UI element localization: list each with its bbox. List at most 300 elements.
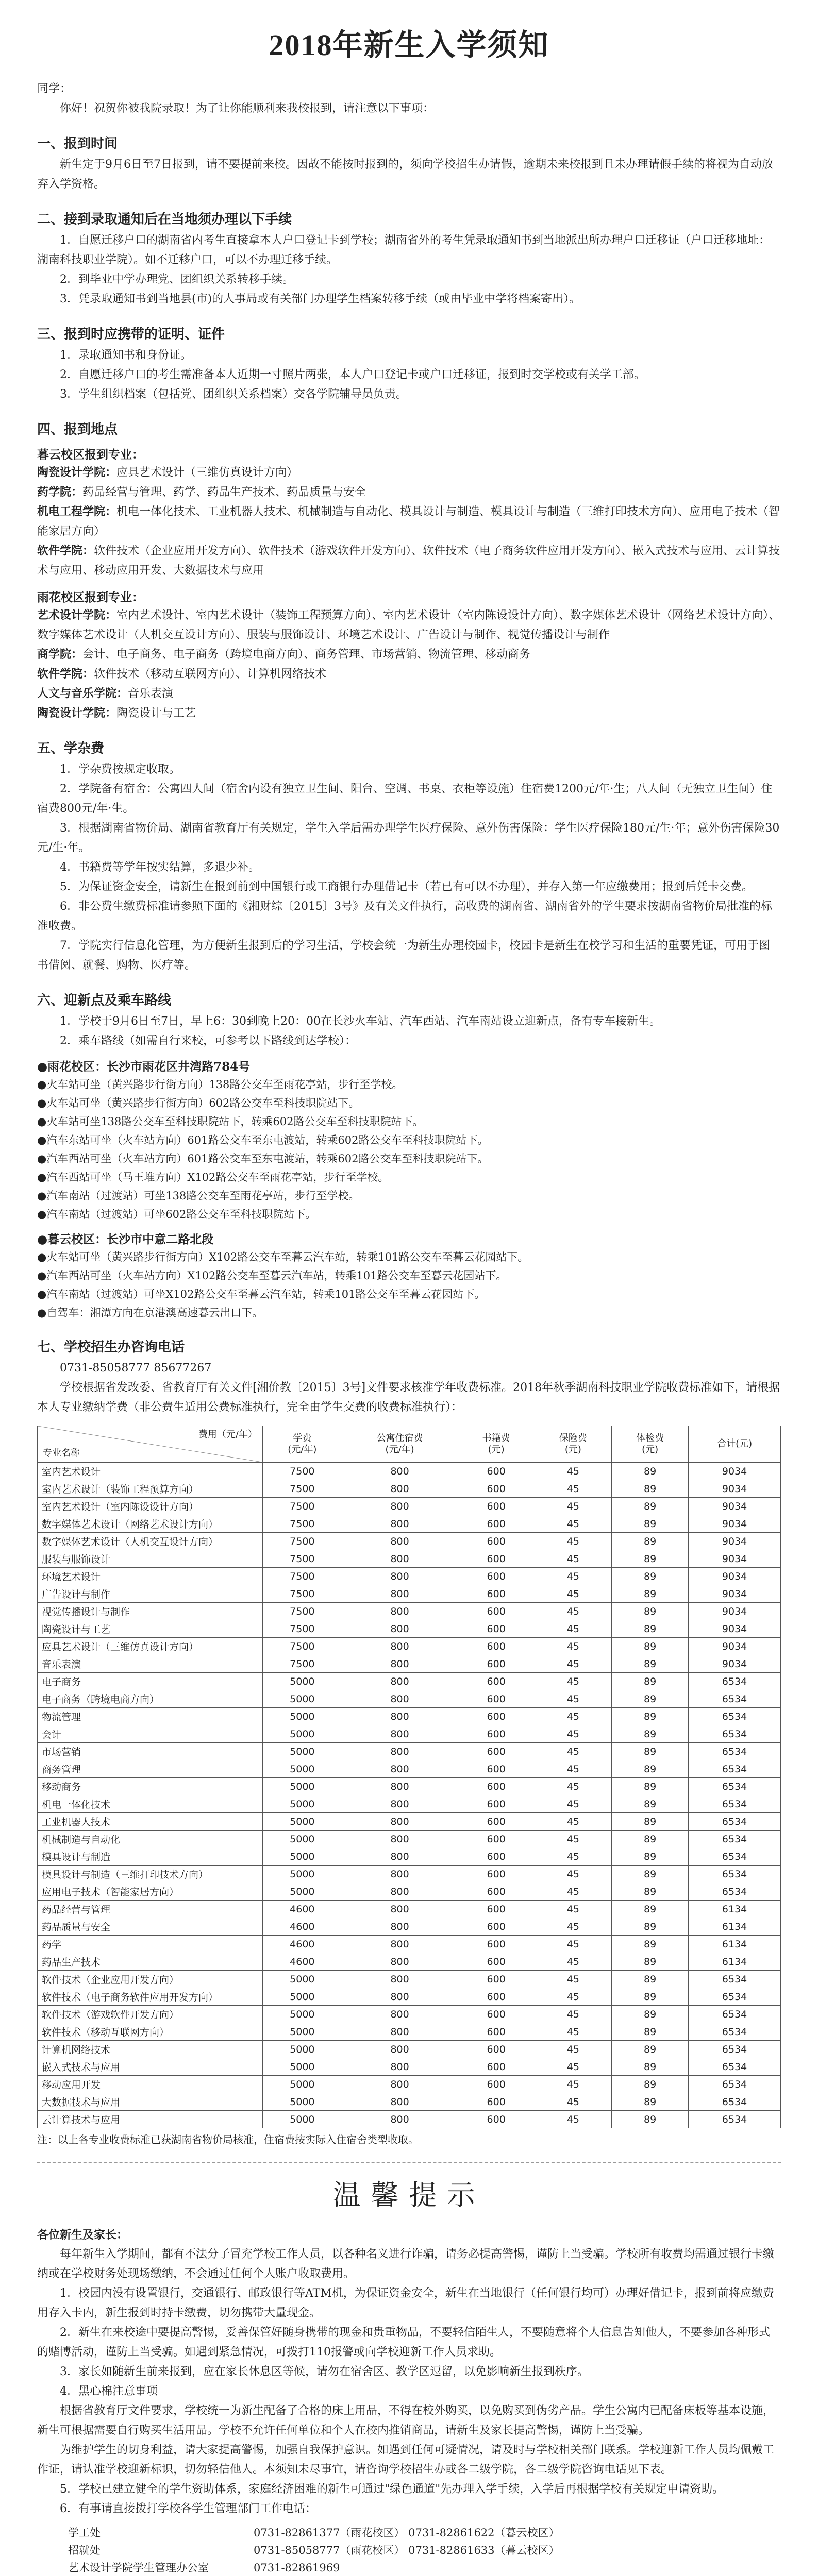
fee-cell: 89 bbox=[611, 1603, 688, 1620]
fee-cell: 45 bbox=[535, 1568, 611, 1585]
tip-paragraph: 为维护学生的切身利益，请大家提高警惕，加强自我保护意识。如遇到任何可疑情况，请及时与学校相关部门联系。学校迎新工作人员均佩戴工作证，请认准学校迎新标识，切勿轻信他人。本须知未尽事宜，请咨询学校招生办或各二级学院，各二级学院咨询电话见下表。 bbox=[37, 2444, 775, 2476]
major-name-cell: 室内艺术设计 bbox=[38, 1463, 263, 1480]
section-2-title: 二、接到录取通知后在当地须办理以下手续 bbox=[37, 212, 292, 227]
fee-cell: 600 bbox=[458, 1953, 535, 1971]
fee-cell: 6534 bbox=[689, 1725, 781, 1743]
major-name-cell: 数字媒体艺术设计（网络艺术设计方向） bbox=[38, 1515, 263, 1533]
fee-cell: 6534 bbox=[689, 1831, 781, 1848]
major-name-cell: 药品经营与管理 bbox=[38, 1901, 263, 1918]
fee-cell: 800 bbox=[342, 1901, 458, 1918]
major-name-cell: 模具设计与制造 bbox=[38, 1848, 263, 1866]
fee-cell: 6534 bbox=[689, 2093, 781, 2111]
fee-cell: 800 bbox=[342, 1585, 458, 1603]
fee-cell: 45 bbox=[535, 1778, 611, 1795]
fee-cell: 4600 bbox=[263, 1936, 342, 1953]
major-name-cell: 软件技术（电子商务软件应用开发方向） bbox=[38, 1988, 263, 2006]
fee-header: 书籍费 (元) bbox=[458, 1426, 535, 1463]
fee-header: 公寓住宿费 (元/年) bbox=[342, 1426, 458, 1463]
fee-cell: 9034 bbox=[689, 1603, 781, 1620]
fee-cell: 7500 bbox=[263, 1585, 342, 1603]
fee-cell: 800 bbox=[342, 1778, 458, 1795]
fee-standard-text: 学校根据省发改委、省教育厅有关文件[湘价教〔2015〕3号]文件要求核准学年收费标准。2018年秋季湖南科技职业学院收费标准如下，请根据本人专业缴纳学费（非公费生适用公费标准执行，完全由学生交费的收费标准执行）： bbox=[37, 1381, 780, 1414]
fee-cell: 600 bbox=[458, 1708, 535, 1725]
fee-header: 合计(元) bbox=[689, 1426, 781, 1463]
contact-phone: 0731-85058777（雨花校区） 0731-82861633（暮云校区） bbox=[254, 2544, 560, 2556]
fee-cell: 600 bbox=[458, 1585, 535, 1603]
fee-cell: 800 bbox=[342, 1743, 458, 1760]
campus-yuhua-heading: 雨花校区报到专业： bbox=[37, 591, 144, 604]
fee-cell: 7500 bbox=[263, 1480, 342, 1498]
major-name-cell: 视觉传播设计与制作 bbox=[38, 1603, 263, 1620]
fee-cell: 45 bbox=[535, 1480, 611, 1498]
fee-cell: 6534 bbox=[689, 1883, 781, 1901]
contact-office: 招就处 bbox=[68, 2544, 101, 2556]
fee-cell: 9034 bbox=[689, 1498, 781, 1515]
fee-cell: 45 bbox=[535, 2006, 611, 2023]
table-row bbox=[38, 1778, 781, 1795]
fee-cell: 5000 bbox=[263, 1795, 342, 1813]
fee-cell: 5000 bbox=[263, 1883, 342, 1901]
fee-cell: 800 bbox=[342, 2076, 458, 2093]
contact-office: 学工处 bbox=[68, 2527, 101, 2539]
fee-cell: 5000 bbox=[263, 2111, 342, 2128]
fee-cell: 5000 bbox=[263, 2023, 342, 2041]
fee-cell: 89 bbox=[611, 1463, 688, 1480]
major-name-cell: 市场营销 bbox=[38, 1743, 263, 1760]
fee-cell: 4600 bbox=[263, 1901, 342, 1918]
fee-cell: 800 bbox=[342, 1708, 458, 1725]
fee-cell: 6534 bbox=[689, 1760, 781, 1778]
fee-cell: 600 bbox=[458, 1813, 535, 1831]
fee-cell: 800 bbox=[342, 1603, 458, 1620]
major-name-cell: 移动商务 bbox=[38, 1778, 263, 1795]
fee-cell: 89 bbox=[611, 1515, 688, 1533]
major-name-cell: 云计算技术与应用 bbox=[38, 2111, 263, 2128]
fee-table bbox=[37, 1426, 781, 2128]
section-3-title: 三、报到时应携带的证明、证件 bbox=[37, 327, 225, 342]
fee-cell: 89 bbox=[611, 1813, 688, 1831]
fee-cell: 6534 bbox=[689, 1690, 781, 1708]
tip-paragraph: 3．家长如随新生前来报到，应在家长休息区等候，请勿在宿舍区、教学区逗留，以免影响新生报到秩序。 bbox=[60, 2365, 589, 2378]
major-name-cell: 应具艺术设计（三维仿真设计方向） bbox=[38, 1638, 263, 1655]
fee-cell: 6534 bbox=[689, 1673, 781, 1690]
fee-cell: 6534 bbox=[689, 1778, 781, 1795]
fee-cell: 800 bbox=[342, 1498, 458, 1515]
fee-cell: 9034 bbox=[689, 1533, 781, 1550]
fee-cell: 600 bbox=[458, 1568, 535, 1585]
fee-cell: 800 bbox=[342, 1831, 458, 1848]
fee-cell: 600 bbox=[458, 2058, 535, 2076]
fee-cell: 7500 bbox=[263, 1515, 342, 1533]
section-2-item: 1．自愿迁移户口的湖南省内考生直接拿本人户口登记卡到学校；湖南省外的考生凭录取通知书到当地派出所办理户口迁移证（户口迁移地址：湖南科技职业学院）。如不迁移户口，可以不办理迁移手续。 bbox=[37, 234, 771, 266]
fee-cell: 600 bbox=[458, 2023, 535, 2041]
fee-cell: 45 bbox=[535, 1813, 611, 1831]
fee-cell: 89 bbox=[611, 1655, 688, 1673]
fee-cell: 45 bbox=[535, 1620, 611, 1638]
table-row bbox=[38, 2076, 781, 2093]
table-row bbox=[38, 1760, 781, 1778]
tip-paragraph: 2．新生在来校途中要提高警惕，妥善保管好随身携带的现金和贵重物品，不要轻信陌生人，不要随意将个人信息告知他人，不要参加各种形式的赌博活动，谨防上当受骗。如遇到紧急情况，可拨打110报警或向学校迎新工作人员求助。 bbox=[37, 2326, 771, 2359]
fee-cell: 7500 bbox=[263, 1498, 342, 1515]
major-name-cell: 室内艺术设计（室内陈设设计方向） bbox=[38, 1498, 263, 1515]
tip-paragraph: 4．黑心棉注意事项 bbox=[60, 2385, 158, 2398]
fee-cell: 800 bbox=[342, 1971, 458, 1988]
fee-cell: 45 bbox=[535, 1918, 611, 1936]
table-note: 注：以上各专业收费标准已获湖南省物价局核准，住宿费按实际入住宿舍类型收取。 bbox=[37, 2133, 419, 2146]
major-name-cell: 药学 bbox=[38, 1936, 263, 1953]
major-name-cell: 电子商务（跨境电商方向） bbox=[38, 1690, 263, 1708]
fee-cell: 89 bbox=[611, 2058, 688, 2076]
table-row bbox=[38, 1620, 781, 1638]
fee-table-corner: 费用（元/年） 专业名称 bbox=[38, 1426, 263, 1463]
fee-cell: 89 bbox=[611, 1725, 688, 1743]
section-3-item: 1．录取通知书和身份证。 bbox=[60, 349, 192, 362]
fee-cell: 6534 bbox=[689, 2023, 781, 2041]
fee-cell: 600 bbox=[458, 1936, 535, 1953]
fee-cell: 45 bbox=[535, 1725, 611, 1743]
fee-cell: 45 bbox=[535, 2058, 611, 2076]
campus-muyun-heading: 暮云校区报到专业： bbox=[37, 448, 144, 462]
fee-cell: 600 bbox=[458, 1725, 535, 1743]
major-name-cell: 药品生产技术 bbox=[38, 1953, 263, 1971]
fee-cell: 800 bbox=[342, 1655, 458, 1673]
major-name-cell: 移动应用开发 bbox=[38, 2076, 263, 2093]
fee-cell: 45 bbox=[535, 1866, 611, 1883]
bus-route: ●汽车南站（过渡站）可坐X102路公交车至暮云汽车站，转乘101路公交车至暮云花园站下。 bbox=[37, 1288, 486, 1300]
fee-cell: 5000 bbox=[263, 2058, 342, 2076]
fee-cell: 600 bbox=[458, 1901, 535, 1918]
major-name-cell: 计算机网络技术 bbox=[38, 2041, 263, 2058]
major-name-cell: 会计 bbox=[38, 1725, 263, 1743]
fee-cell: 800 bbox=[342, 1848, 458, 1866]
fee-cell: 800 bbox=[342, 1568, 458, 1585]
table-row bbox=[38, 1725, 781, 1743]
fee-cell: 45 bbox=[535, 1743, 611, 1760]
table-row bbox=[38, 1655, 781, 1673]
fee-cell: 5000 bbox=[263, 2041, 342, 2058]
fee-cell: 600 bbox=[458, 2076, 535, 2093]
fee-cell: 9034 bbox=[689, 1620, 781, 1638]
major-name-cell: 音乐表演 bbox=[38, 1655, 263, 1673]
fee-cell: 45 bbox=[535, 1463, 611, 1480]
fee-cell: 800 bbox=[342, 1638, 458, 1655]
major-entry: 陶瓷设计学院：应具艺术设计（三维仿真设计方向） bbox=[37, 466, 298, 479]
table-row bbox=[38, 1533, 781, 1550]
major-name-cell: 工业机器人技术 bbox=[38, 1813, 263, 1831]
bus-route: ●火车站可坐138路公交车至科技职院站下，转乘602路公交车至科技职院站下。 bbox=[37, 1115, 424, 1128]
fee-cell: 45 bbox=[535, 2076, 611, 2093]
fee-cell: 600 bbox=[458, 1550, 535, 1568]
major-name-cell: 药品质量与安全 bbox=[38, 1918, 263, 1936]
bus-route: ●汽车南站（过渡站）可坐138路公交车至雨花亭站，步行至学校。 bbox=[37, 1190, 360, 1202]
fee-cell: 9034 bbox=[689, 1515, 781, 1533]
fee-item: 1．学杂费按规定收取。 bbox=[60, 763, 180, 776]
fee-cell: 89 bbox=[611, 1673, 688, 1690]
table-row bbox=[38, 1953, 781, 1971]
fee-cell: 6534 bbox=[689, 1971, 781, 1988]
fee-cell: 600 bbox=[458, 1988, 535, 2006]
welcome-item: 2．乘车路线（如需自行来校，可参考以下路线到达学校）： bbox=[60, 1035, 356, 1047]
tip-paragraph: 6．有事请直接拨打学校各学生管理部门工作电话： bbox=[60, 2502, 316, 2515]
fee-cell: 6534 bbox=[689, 2006, 781, 2023]
page-title: 2018年新生入学须知 bbox=[269, 28, 549, 62]
contact-row bbox=[37, 2559, 781, 2576]
major-name-cell: 软件技术（游戏软件开发方向） bbox=[38, 2006, 263, 2023]
fee-cell: 9034 bbox=[689, 1550, 781, 1568]
fee-cell: 600 bbox=[458, 1498, 535, 1515]
major-entry: 商学院：会计、电子商务、电子商务（跨境电商方向）、商务管理、市场营销、物流管理、移动商务 bbox=[37, 648, 531, 661]
bus-route: ●自驾车：湘潭方向在京港澳高速暮云出口下。 bbox=[37, 1307, 263, 1319]
fee-cell: 89 bbox=[611, 1831, 688, 1848]
fee-cell: 4600 bbox=[263, 1918, 342, 1936]
fee-cell: 800 bbox=[342, 2041, 458, 2058]
fee-cell: 5000 bbox=[263, 2093, 342, 2111]
fee-cell: 89 bbox=[611, 1883, 688, 1901]
fee-cell: 45 bbox=[535, 1795, 611, 1813]
major-name-cell: 嵌入式技术与应用 bbox=[38, 2058, 263, 2076]
fee-cell: 600 bbox=[458, 1831, 535, 1848]
major-name-cell: 室内艺术设计（装饰工程预算方向） bbox=[38, 1480, 263, 1498]
welcome-item: 1．学校于9月6日至7日，早上6：30到晚上20：00在长沙火车站、汽车西站、汽车南站设立迎新点，备有专车接新生。 bbox=[60, 1015, 661, 1028]
fee-cell: 600 bbox=[458, 1638, 535, 1655]
fee-cell: 7500 bbox=[263, 1620, 342, 1638]
fee-cell: 89 bbox=[611, 1690, 688, 1708]
fee-cell: 800 bbox=[342, 1673, 458, 1690]
fee-cell: 800 bbox=[342, 2006, 458, 2023]
intro-text: 你好！祝贺你被我院录取！为了让你能顺利来我校报到，请注意以下事项： bbox=[60, 102, 435, 115]
major-name-cell: 广告设计与制作 bbox=[38, 1585, 263, 1603]
fee-cell: 800 bbox=[342, 2058, 458, 2076]
section-7-title: 七、学校招生办咨询电话 bbox=[37, 1340, 185, 1355]
fee-cell: 800 bbox=[342, 1953, 458, 1971]
fee-cell: 5000 bbox=[263, 1848, 342, 1866]
major-name-cell: 物流管理 bbox=[38, 1708, 263, 1725]
fee-cell: 45 bbox=[535, 1515, 611, 1533]
fee-cell: 6534 bbox=[689, 2041, 781, 2058]
table-row bbox=[38, 1480, 781, 1498]
fee-cell: 6534 bbox=[689, 1743, 781, 1760]
fee-cell: 45 bbox=[535, 1848, 611, 1866]
fee-cell: 45 bbox=[535, 1971, 611, 1988]
fee-cell: 600 bbox=[458, 1603, 535, 1620]
bus-route: ●汽车南站（过渡站）可坐602路公交车至科技职院站下。 bbox=[37, 1208, 316, 1221]
table-row bbox=[38, 1831, 781, 1848]
fee-cell: 89 bbox=[611, 1568, 688, 1585]
tip-paragraph: 1．校园内没有设置银行，交通银行、邮政银行等ATM机，为保证资金安全，新生在当地银行（任何银行均可）办理好借记卡，报到前将应缴费用存入卡内，新生报到时持卡缴费，切勿携带大量现金。 bbox=[37, 2287, 774, 2319]
major-name-cell: 模具设计与制造（三维打印技术方向） bbox=[38, 1866, 263, 1883]
fee-cell: 89 bbox=[611, 1585, 688, 1603]
fee-cell: 89 bbox=[611, 1638, 688, 1655]
fee-cell: 9034 bbox=[689, 1463, 781, 1480]
fee-cell: 600 bbox=[458, 1743, 535, 1760]
fee-cell: 6534 bbox=[689, 2111, 781, 2128]
major-name-cell: 服装与服饰设计 bbox=[38, 1550, 263, 1568]
fee-cell: 800 bbox=[342, 1813, 458, 1831]
fee-cell: 5000 bbox=[263, 1743, 342, 1760]
fee-cell: 89 bbox=[611, 1533, 688, 1550]
fee-cell: 800 bbox=[342, 1690, 458, 1708]
major-name-cell: 软件技术（企业应用开发方向） bbox=[38, 1971, 263, 1988]
fee-cell: 6134 bbox=[689, 1936, 781, 1953]
fee-item: 4．书籍费等学年按实结算，多退少补。 bbox=[60, 861, 260, 874]
fee-cell: 89 bbox=[611, 1620, 688, 1638]
fee-cell: 89 bbox=[611, 1953, 688, 1971]
contact-row bbox=[37, 2524, 781, 2541]
section-1-title: 一、报到时间 bbox=[37, 136, 118, 151]
major-entry: 艺术设计学院：室内艺术设计、室内艺术设计（装饰工程预算方向）、室内艺术设计（室内陈设设计方向）、数字媒体艺术设计（网络艺术设计方向）、数字媒体艺术设计（人机交互设计方向）、服装与服饰设计、环境艺术设计、广告设计与制作、视觉传播设计与制作 bbox=[37, 609, 780, 641]
hotline-numbers: 0731-85058777 85677267 bbox=[60, 1362, 212, 1375]
bus-route: ●汽车西站可坐（火车站方向）601路公交车至东屯渡站，转乘602路公交车至科技职院站下。 bbox=[37, 1153, 489, 1165]
fee-cell: 800 bbox=[342, 1936, 458, 1953]
fee-cell: 45 bbox=[535, 1936, 611, 1953]
tips-greeting: 各位新生及家长： bbox=[37, 2228, 128, 2242]
fee-cell: 5000 bbox=[263, 1778, 342, 1795]
fee-cell: 6134 bbox=[689, 1953, 781, 1971]
major-entry: 陶瓷设计学院：陶瓷设计与工艺 bbox=[37, 707, 196, 720]
bus-route: ●汽车西站可坐（马王堆方向）X102路公交车至雨花亭站，步行至学校。 bbox=[37, 1171, 389, 1183]
fee-cell: 89 bbox=[611, 1480, 688, 1498]
fee-cell: 45 bbox=[535, 1655, 611, 1673]
section-5-title: 五、学杂费 bbox=[37, 741, 105, 756]
fee-cell: 5000 bbox=[263, 1708, 342, 1725]
fee-cell: 45 bbox=[535, 1831, 611, 1848]
contact-phone: 0731-82861969 bbox=[254, 2562, 340, 2574]
bus-route: ●汽车西站可坐（火车站方向）X102路公交车至暮云汽车站，转乘101路公交车至暮云花园站下。 bbox=[37, 1269, 507, 1282]
fee-cell: 6534 bbox=[689, 1708, 781, 1725]
fee-cell: 45 bbox=[535, 1883, 611, 1901]
table-row bbox=[38, 1901, 781, 1918]
fee-cell: 89 bbox=[611, 1498, 688, 1515]
table-row bbox=[38, 1550, 781, 1568]
fee-cell: 45 bbox=[535, 1603, 611, 1620]
fee-cell: 45 bbox=[535, 2093, 611, 2111]
fee-cell: 5000 bbox=[263, 1725, 342, 1743]
major-entry: 软件学院：软件技术（移动互联网方向）、计算机网络技术 bbox=[37, 668, 327, 681]
fee-cell: 800 bbox=[342, 2111, 458, 2128]
fee-cell: 600 bbox=[458, 1848, 535, 1866]
fee-cell: 45 bbox=[535, 1760, 611, 1778]
section-6-title: 六、迎新点及乘车路线 bbox=[37, 993, 172, 1008]
fee-cell: 600 bbox=[458, 1778, 535, 1795]
fee-cell: 800 bbox=[342, 1866, 458, 1883]
fee-cell: 45 bbox=[535, 1498, 611, 1515]
fee-cell: 6534 bbox=[689, 1848, 781, 1866]
fee-cell: 45 bbox=[535, 1901, 611, 1918]
major-name-cell: 大数据技术与应用 bbox=[38, 2093, 263, 2111]
fee-cell: 5000 bbox=[263, 1971, 342, 1988]
fee-cell: 45 bbox=[535, 1988, 611, 2006]
fee-cell: 89 bbox=[611, 1778, 688, 1795]
table-row bbox=[38, 1971, 781, 1988]
fee-cell: 600 bbox=[458, 1463, 535, 1480]
fee-cell: 6534 bbox=[689, 1813, 781, 1831]
table-row bbox=[38, 1568, 781, 1585]
fee-cell: 600 bbox=[458, 1866, 535, 1883]
fee-cell: 89 bbox=[611, 1743, 688, 1760]
fee-cell: 800 bbox=[342, 1533, 458, 1550]
tips-title: 温馨提示 bbox=[332, 2179, 486, 2211]
fee-cell: 600 bbox=[458, 1690, 535, 1708]
fee-cell: 89 bbox=[611, 2093, 688, 2111]
divider bbox=[37, 2162, 781, 2163]
fee-cell: 600 bbox=[458, 1971, 535, 1988]
fee-cell: 45 bbox=[535, 1638, 611, 1655]
major-name-cell: 数字媒体艺术设计（人机交互设计方向） bbox=[38, 1533, 263, 1550]
fee-cell: 600 bbox=[458, 1918, 535, 1936]
fee-cell: 6534 bbox=[689, 1988, 781, 2006]
fee-cell: 5000 bbox=[263, 2076, 342, 2093]
fee-cell: 800 bbox=[342, 1515, 458, 1533]
section-2-item: 2．到毕业中学办理党、团组织关系转移手续。 bbox=[60, 273, 294, 286]
fee-cell: 800 bbox=[342, 1620, 458, 1638]
major-name-cell: 机械制造与自动化 bbox=[38, 1831, 263, 1848]
section-2-item: 3．凭录取通知书到当地县(市)的人事局或有关部门办理学生档案转移手续（或由毕业中学将档案寄出）。 bbox=[60, 293, 581, 306]
fee-cell: 600 bbox=[458, 2093, 535, 2111]
fee-cell: 89 bbox=[611, 1988, 688, 2006]
section-3-item: 3．学生组织档案（包括党、团组织关系档案）交各学院辅导员负责。 bbox=[60, 388, 407, 401]
fee-cell: 6534 bbox=[689, 1795, 781, 1813]
table-row bbox=[38, 1638, 781, 1655]
table-row bbox=[38, 1883, 781, 1901]
fee-cell: 6534 bbox=[689, 2058, 781, 2076]
fee-cell: 7500 bbox=[263, 1463, 342, 1480]
fee-cell: 800 bbox=[342, 1988, 458, 2006]
contact-phone: 0731-82861377（雨花校区） 0731-82861622（暮云校区） bbox=[254, 2527, 560, 2539]
fee-cell: 7500 bbox=[263, 1638, 342, 1655]
table-row bbox=[38, 1498, 781, 1515]
table-row bbox=[38, 1795, 781, 1813]
table-row bbox=[38, 2093, 781, 2111]
fee-cell: 5000 bbox=[263, 1673, 342, 1690]
fee-header: 体检费 (元) bbox=[611, 1426, 688, 1463]
fee-cell: 600 bbox=[458, 1620, 535, 1638]
contact-office: 艺术设计学院学生管理办公室 bbox=[68, 2562, 209, 2574]
fee-cell: 45 bbox=[535, 1953, 611, 1971]
table-row bbox=[38, 2111, 781, 2128]
fee-cell: 45 bbox=[535, 1533, 611, 1550]
fee-cell: 89 bbox=[611, 2041, 688, 2058]
fee-cell: 800 bbox=[342, 2093, 458, 2111]
table-row bbox=[38, 1603, 781, 1620]
fee-cell: 89 bbox=[611, 1971, 688, 1988]
fee-item: 5．为保证资金安全，请新生在报到前到中国银行或工商银行办理借记卡（若已有可以不办理），并存入第一年应缴费用；报到后凭卡交费。 bbox=[60, 880, 754, 893]
bus-route: ●火车站可坐（黄兴路步行街方向）602路公交车至科技职院站下。 bbox=[37, 1097, 360, 1109]
fee-cell: 89 bbox=[611, 2023, 688, 2041]
tip-paragraph: 每年新生入学期间，都有不法分子冒充学校工作人员，以各种名义进行诈骗，请务必提高警惕，谨防上当受骗。学校所有收费均需通过银行卡缴纳或在学校财务处现场缴纳，不会通过任何个人账户收取费用。 bbox=[37, 2248, 775, 2280]
fee-cell: 7500 bbox=[263, 1568, 342, 1585]
fee-header: 保险费 (元) bbox=[535, 1426, 611, 1463]
table-row bbox=[38, 1690, 781, 1708]
yuhua-address: ●雨花校区：长沙市雨花区井湾路784号 bbox=[37, 1060, 251, 1074]
fee-cell: 89 bbox=[611, 2006, 688, 2023]
fee-cell: 5000 bbox=[263, 1690, 342, 1708]
fee-cell: 7500 bbox=[263, 1550, 342, 1568]
fee-cell: 600 bbox=[458, 1760, 535, 1778]
fee-item: 3．根据湖南省物价局、湖南省教育厅有关规定，学生入学后需办理学生医疗保险、意外伤害保险：学生医疗保险180元/生·年；意外伤害保险30元/生·年。 bbox=[37, 822, 780, 854]
fee-cell: 9034 bbox=[689, 1568, 781, 1585]
muyun-address: ●暮云校区：长沙市中意二路北段 bbox=[37, 1232, 214, 1246]
fee-cell: 45 bbox=[535, 2041, 611, 2058]
fee-cell: 45 bbox=[535, 1690, 611, 1708]
fee-cell: 600 bbox=[458, 2041, 535, 2058]
table-row bbox=[38, 1463, 781, 1480]
fee-cell: 89 bbox=[611, 1708, 688, 1725]
bus-route: ●火车站可坐（黄兴路步行街方向）X102路公交车至暮云汽车站，转乘101路公交车至暮云花园站下。 bbox=[37, 1251, 529, 1263]
fee-cell: 600 bbox=[458, 1673, 535, 1690]
fee-cell: 800 bbox=[342, 1480, 458, 1498]
table-row bbox=[38, 1673, 781, 1690]
tip-paragraph: 根据省教育厅文件要求，学校统一为新生配备了合格的床上用品，不得在校外购买，以免购买到伪劣产品。学生公寓内已配备床板等基本设施，新生可根据需要自行购买生活用品。学校不允许任何单位和个人在校内推销商品，请新生及家长提高警惕，谨防上当受骗。 bbox=[37, 2404, 775, 2437]
